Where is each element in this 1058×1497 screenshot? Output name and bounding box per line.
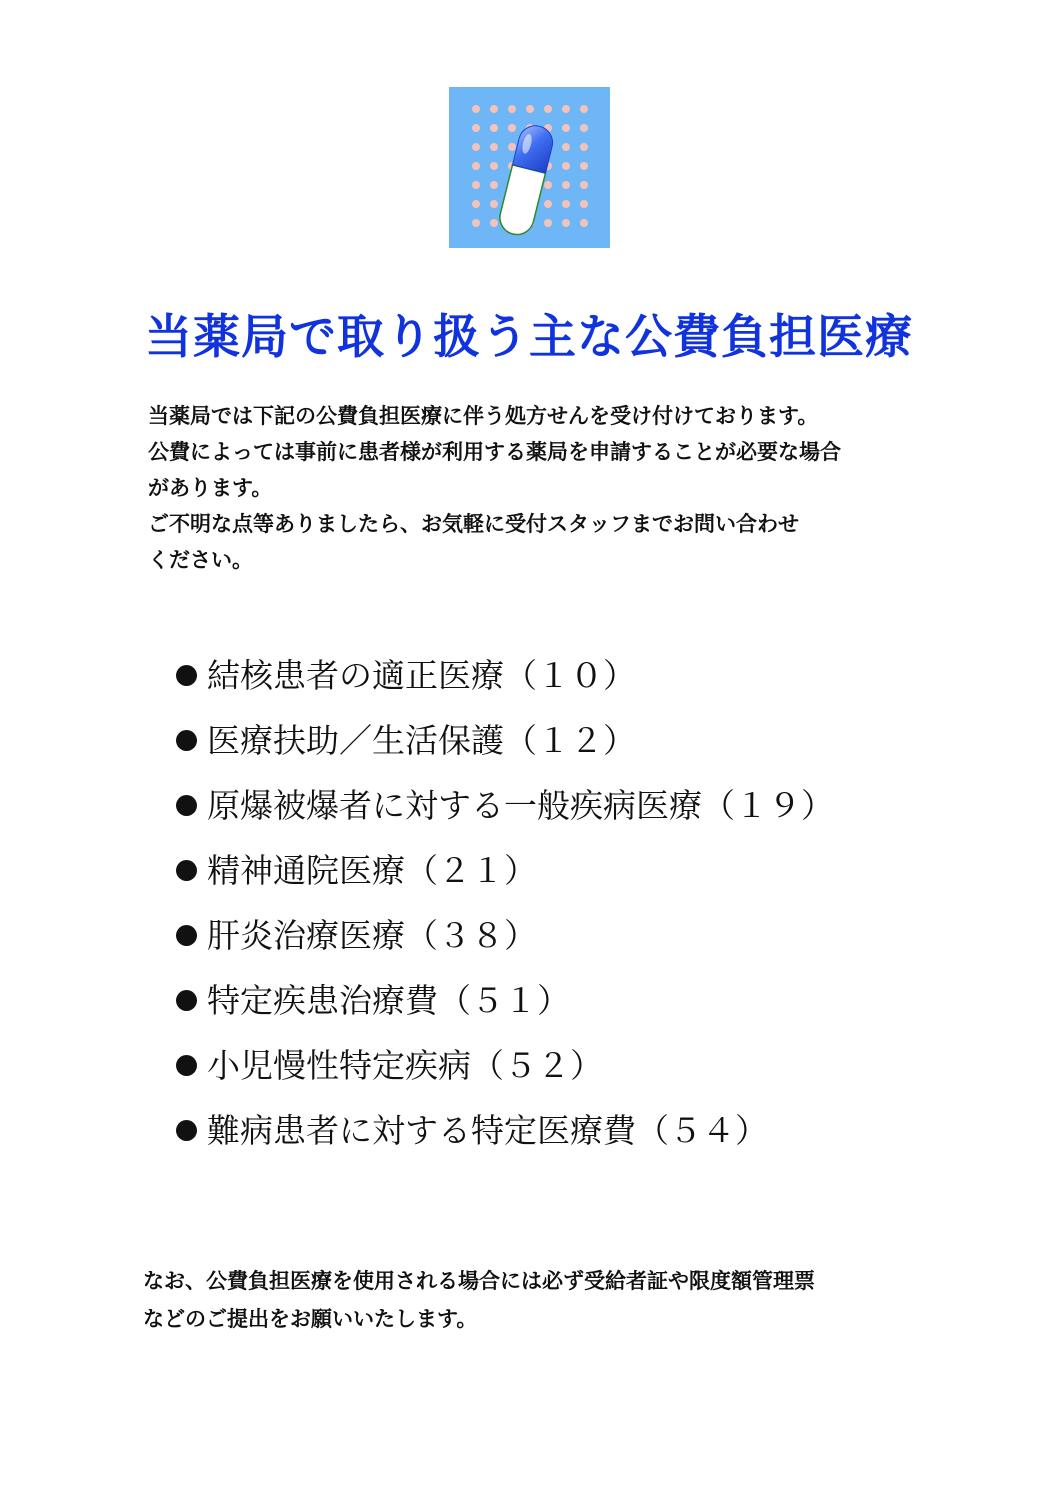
logo-dot <box>490 219 498 227</box>
bullet-icon <box>176 990 197 1011</box>
logo-dot <box>472 124 480 132</box>
service-label: 特定疾患治療費（５１） <box>207 980 570 1020</box>
logo-dot <box>562 143 570 151</box>
intro-line: ご不明な点等ありましたら、お気軽に受付スタッフまでお問い合わせ <box>148 512 799 536</box>
logo-dot <box>580 181 588 189</box>
logo-dot <box>562 162 570 170</box>
logo-dot <box>580 219 588 227</box>
intro-line: 当薬局では下記の公費負担医療に伴う処方せんを受け付けております。 <box>148 404 819 428</box>
capsule-pill-icon <box>449 87 610 248</box>
logo-dot <box>544 200 552 208</box>
note-line: などのご提出をお願いいたします。 <box>143 1307 478 1331</box>
list-item <box>176 1033 956 1098</box>
intro-line: があります。 <box>148 476 273 500</box>
intro-line: 公費によっては事前に患者様が利用する薬局を申請することが必要な場合 <box>148 440 841 464</box>
logo-dot <box>472 143 480 151</box>
logo-dot <box>490 143 498 151</box>
pharmacy-logo <box>449 87 610 248</box>
note-line: なお、公費負担医療を使用される場合には必ず受給者証や限度額管理票 <box>143 1269 815 1293</box>
logo-dot <box>562 105 570 113</box>
logo-dot <box>508 105 516 113</box>
logo-dot <box>490 124 498 132</box>
logo-dot <box>580 124 588 132</box>
service-label: 医療扶助／生活保護（１２） <box>207 720 636 760</box>
bullet-icon <box>176 1055 197 1076</box>
logo-dot <box>544 181 552 189</box>
logo-dot <box>562 200 570 208</box>
logo-dot <box>490 162 498 170</box>
logo-dot <box>472 105 480 113</box>
logo-dot <box>526 105 534 113</box>
logo-dot <box>490 181 498 189</box>
service-list <box>176 643 956 1163</box>
service-label: 小児慢性特定疾病（５２） <box>207 1045 603 1085</box>
service-label: 肝炎治療医療（３８） <box>207 915 537 955</box>
logo-dot <box>508 143 516 151</box>
bullet-icon <box>176 925 197 946</box>
logo-dot <box>562 124 570 132</box>
list-item <box>176 903 956 968</box>
logo-dot <box>562 181 570 189</box>
logo-dot <box>544 105 552 113</box>
logo-dot <box>490 200 498 208</box>
list-item <box>176 1098 956 1163</box>
bullet-icon <box>176 665 197 686</box>
logo-dot <box>472 181 480 189</box>
list-item <box>176 708 956 773</box>
service-label: 原爆被爆者に対する一般疾病医療（１９） <box>207 785 834 825</box>
logo-dot <box>580 200 588 208</box>
bullet-icon <box>176 795 197 816</box>
logo-dot <box>580 143 588 151</box>
logo-dot <box>472 162 480 170</box>
logo-dot <box>562 219 570 227</box>
intro-line: ください。 <box>148 548 253 572</box>
logo-dot <box>508 124 516 132</box>
footer-note <box>143 1262 943 1338</box>
bullet-icon <box>176 1120 197 1141</box>
list-item <box>176 838 956 903</box>
service-label: 精神通院医療（２１） <box>207 850 537 890</box>
bullet-icon <box>176 860 197 881</box>
list-item <box>176 773 956 838</box>
logo-dot <box>580 162 588 170</box>
logo-dot <box>580 105 588 113</box>
logo-dot <box>490 105 498 113</box>
logo-dot <box>472 200 480 208</box>
logo-dot <box>544 219 552 227</box>
intro-text <box>148 398 928 578</box>
page-title: 当薬局で取り扱う主な公費負担医療 <box>145 310 913 365</box>
logo-dot <box>472 219 480 227</box>
bullet-icon <box>176 730 197 751</box>
list-item <box>176 968 956 1033</box>
service-label: 難病患者に対する特定医療費（５４） <box>207 1110 768 1150</box>
list-item <box>176 643 956 708</box>
service-label: 結核患者の適正医療（１０） <box>207 655 636 695</box>
